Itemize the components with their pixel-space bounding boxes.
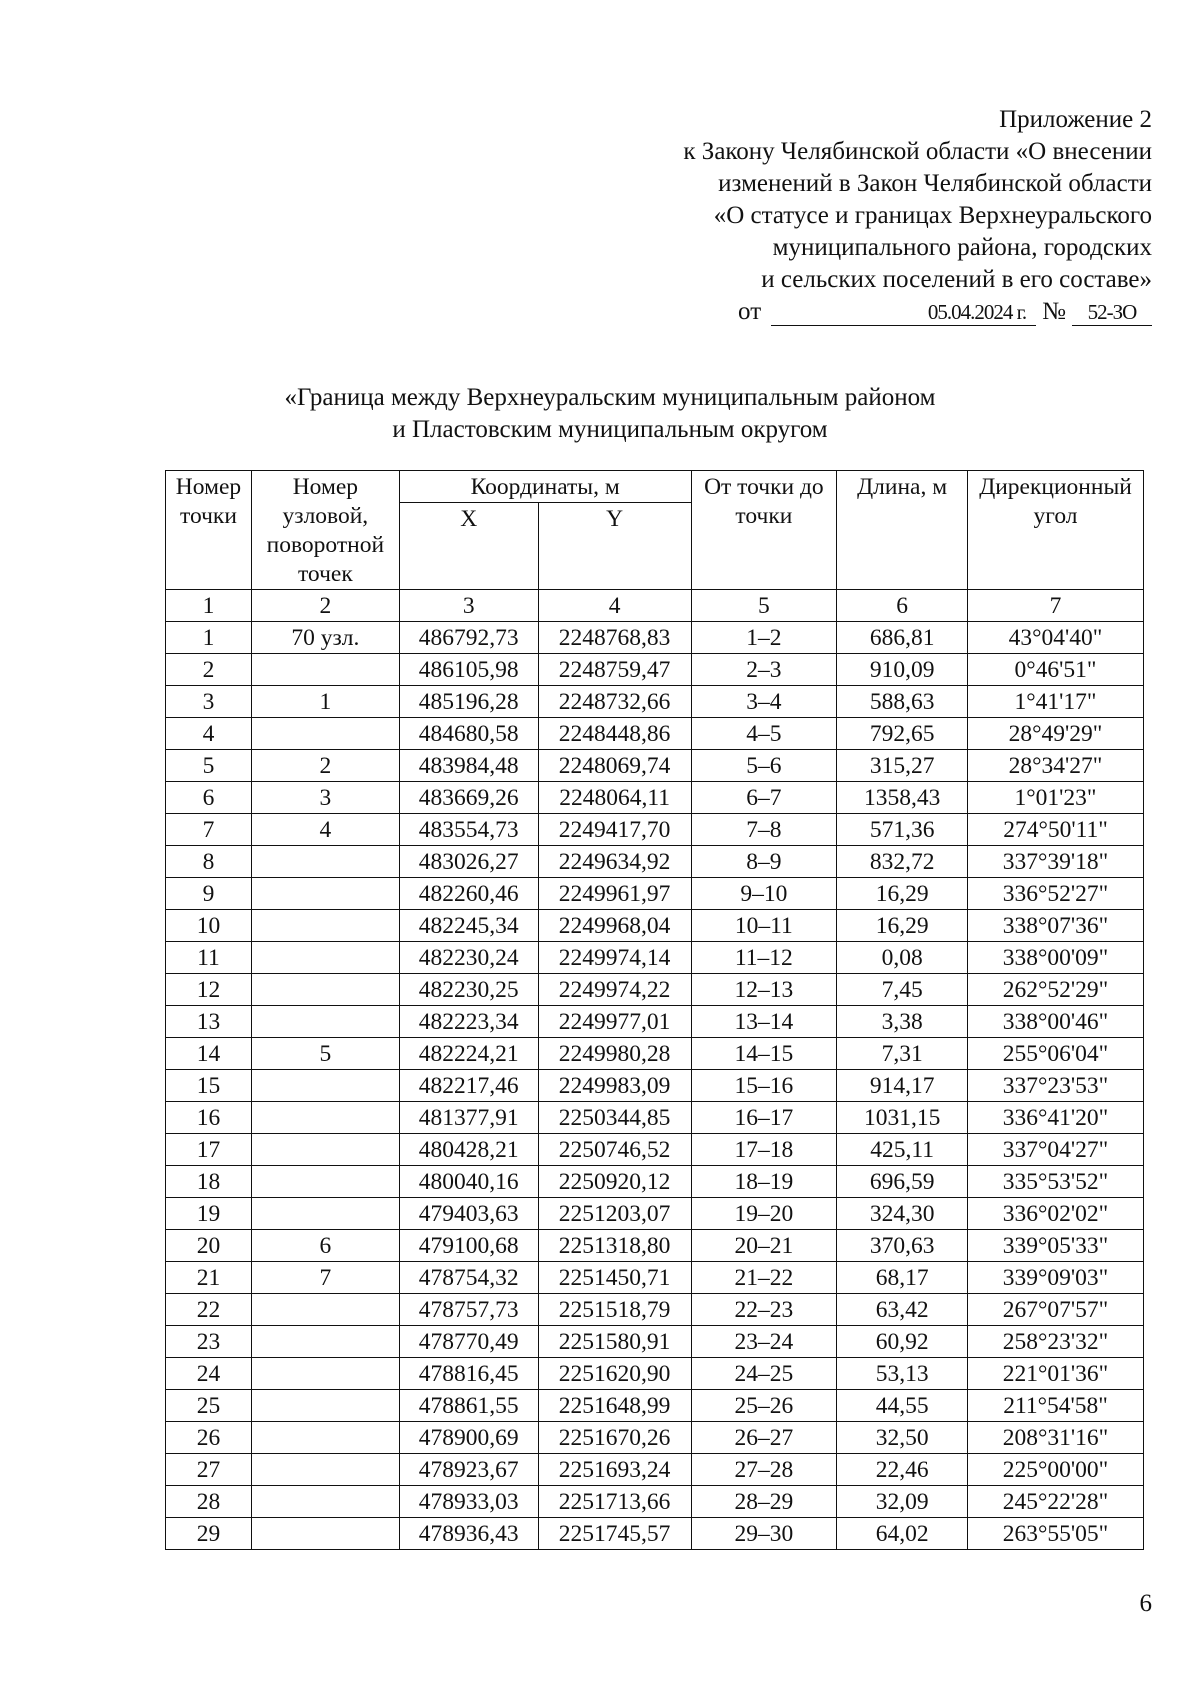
cell-length: 60,92 [837, 1326, 968, 1358]
appendix-line: и сельских поселений в его составе» [761, 266, 1152, 293]
cell-from-to: 26–27 [691, 1422, 837, 1454]
cell-length: 53,13 [837, 1358, 968, 1390]
cell-from-to: 29–30 [691, 1518, 837, 1550]
cell-point-number: 18 [166, 1166, 252, 1198]
cell-x: 479403,63 [399, 1198, 538, 1230]
cell-x: 478900,69 [399, 1422, 538, 1454]
cell-point-number: 15 [166, 1070, 252, 1102]
cell-x: 484680,58 [399, 718, 538, 750]
law-number: 52-ЗО [1072, 299, 1152, 326]
cell-length: 910,09 [837, 654, 968, 686]
cell-x: 480040,16 [399, 1166, 538, 1198]
cell-node-point [251, 654, 399, 686]
cell-angle: 335°53'52" [968, 1166, 1144, 1198]
table-row [166, 622, 1144, 654]
cell-node-point [251, 1198, 399, 1230]
cell-length: 425,11 [837, 1134, 968, 1166]
cell-angle: 336°52'27" [968, 878, 1144, 910]
cell-angle: 274°50'11" [968, 814, 1144, 846]
table-row [166, 782, 1144, 814]
table-row [166, 1358, 1144, 1390]
cell-from-to: 11–12 [691, 942, 837, 974]
cell-from-to: 8–9 [691, 846, 837, 878]
cell-x: 478933,03 [399, 1486, 538, 1518]
table-row [166, 1518, 1144, 1550]
table-row [166, 910, 1144, 942]
cell-y: 2251745,57 [538, 1518, 691, 1550]
cell-y: 2251693,24 [538, 1454, 691, 1486]
cell-node-point [251, 846, 399, 878]
cell-point-number: 28 [166, 1486, 252, 1518]
cell-angle: 267°07'57" [968, 1294, 1144, 1326]
table-row [166, 1038, 1144, 1070]
cell-node-point: 5 [251, 1038, 399, 1070]
cell-from-to: 21–22 [691, 1262, 837, 1294]
cell-from-to: 5–6 [691, 750, 837, 782]
cell-length: 792,65 [837, 718, 968, 750]
table-row [166, 718, 1144, 750]
cell-length: 16,29 [837, 878, 968, 910]
cell-angle: 339°05'33" [968, 1230, 1144, 1262]
cell-length: 1031,15 [837, 1102, 968, 1134]
cell-x: 478754,32 [399, 1262, 538, 1294]
cell-x: 483669,26 [399, 782, 538, 814]
cell-x: 485196,28 [399, 686, 538, 718]
cell-length: 63,42 [837, 1294, 968, 1326]
document-title [150, 382, 1070, 446]
cell-from-to: 10–11 [691, 910, 837, 942]
table-row [166, 1326, 1144, 1358]
law-date: 05.04.2024 г. [771, 299, 1036, 326]
header-coordinates: Координаты, м [399, 471, 691, 503]
header-node-point: Номер узловой, поворотной точек [251, 471, 399, 590]
table-row [166, 1294, 1144, 1326]
from-label: от [738, 298, 762, 325]
table-row [166, 1454, 1144, 1486]
cell-point-number: 19 [166, 1198, 252, 1230]
table-row [166, 974, 1144, 1006]
cell-y: 2251670,26 [538, 1422, 691, 1454]
appendix-line: изменений в Закон Челябинской области [718, 170, 1152, 197]
appendix-line: муниципального района, городских [772, 234, 1152, 261]
cell-length: 315,27 [837, 750, 968, 782]
cell-point-number: 23 [166, 1326, 252, 1358]
cell-from-to: 15–16 [691, 1070, 837, 1102]
cell-y: 2251318,80 [538, 1230, 691, 1262]
header-angle: Дирекционный угол [968, 471, 1144, 590]
cell-from-to: 25–26 [691, 1390, 837, 1422]
cell-point-number: 4 [166, 718, 252, 750]
cell-angle: 211°54'58" [968, 1390, 1144, 1422]
cell-length: 44,55 [837, 1390, 968, 1422]
cell-point-number: 14 [166, 1038, 252, 1070]
cell-angle: 28°49'29" [968, 718, 1144, 750]
cell-from-to: 23–24 [691, 1326, 837, 1358]
cell-x: 482217,46 [399, 1070, 538, 1102]
cell-from-to: 28–29 [691, 1486, 837, 1518]
cell-length: 324,30 [837, 1198, 968, 1230]
cell-length: 832,72 [837, 846, 968, 878]
cell-point-number: 16 [166, 1102, 252, 1134]
cell-y: 2248069,74 [538, 750, 691, 782]
cell-point-number: 27 [166, 1454, 252, 1486]
cell-x: 478923,67 [399, 1454, 538, 1486]
cell-y: 2250344,85 [538, 1102, 691, 1134]
cell-angle: 28°34'27" [968, 750, 1144, 782]
law-date-line [683, 296, 1152, 328]
title-line-2: и Пластовским муниципальным округом [392, 416, 828, 443]
cell-node-point: 1 [251, 686, 399, 718]
appendix-header [683, 104, 1152, 328]
cell-length: 588,63 [837, 686, 968, 718]
column-number: 4 [538, 590, 691, 622]
cell-y: 2249977,01 [538, 1006, 691, 1038]
cell-y: 2248768,83 [538, 622, 691, 654]
cell-from-to: 7–8 [691, 814, 837, 846]
cell-node-point [251, 1102, 399, 1134]
cell-angle: 337°23'53" [968, 1070, 1144, 1102]
column-number: 1 [166, 590, 252, 622]
cell-y: 2251518,79 [538, 1294, 691, 1326]
table-row [166, 878, 1144, 910]
cell-angle: 337°39'18" [968, 846, 1144, 878]
table-row [166, 1070, 1144, 1102]
cell-point-number: 1 [166, 622, 252, 654]
cell-angle: 255°06'04" [968, 1038, 1144, 1070]
table-row [166, 1198, 1144, 1230]
header-length: Длина, м [837, 471, 968, 590]
cell-angle: 339°09'03" [968, 1262, 1144, 1294]
cell-node-point: 7 [251, 1262, 399, 1294]
cell-angle: 338°00'46" [968, 1006, 1144, 1038]
cell-point-number: 7 [166, 814, 252, 846]
header-from-to: От точки до точки [691, 471, 837, 590]
cell-node-point [251, 1422, 399, 1454]
cell-from-to: 4–5 [691, 718, 837, 750]
cell-point-number: 21 [166, 1262, 252, 1294]
cell-y: 2249983,09 [538, 1070, 691, 1102]
cell-x: 486105,98 [399, 654, 538, 686]
cell-y: 2249961,97 [538, 878, 691, 910]
page-number: 6 [1139, 1590, 1152, 1617]
cell-from-to: 12–13 [691, 974, 837, 1006]
cell-node-point [251, 1294, 399, 1326]
cell-x: 482230,24 [399, 942, 538, 974]
cell-from-to: 14–15 [691, 1038, 837, 1070]
cell-point-number: 5 [166, 750, 252, 782]
cell-angle: 208°31'16" [968, 1422, 1144, 1454]
cell-length: 1358,43 [837, 782, 968, 814]
boundary-points-table [165, 470, 1144, 1550]
cell-x: 478770,49 [399, 1326, 538, 1358]
cell-point-number: 6 [166, 782, 252, 814]
cell-angle: 258°23'32" [968, 1326, 1144, 1358]
cell-node-point: 2 [251, 750, 399, 782]
cell-node-point [251, 942, 399, 974]
cell-point-number: 9 [166, 878, 252, 910]
cell-angle: 1°01'23" [968, 782, 1144, 814]
cell-from-to: 16–17 [691, 1102, 837, 1134]
cell-x: 482230,25 [399, 974, 538, 1006]
cell-angle: 336°41'20" [968, 1102, 1144, 1134]
table-row [166, 1006, 1144, 1038]
header-x: X [399, 503, 538, 590]
table-row [166, 1390, 1144, 1422]
table-row [166, 814, 1144, 846]
cell-node-point [251, 1390, 399, 1422]
header-point-number: Номер точки [166, 471, 252, 590]
cell-point-number: 29 [166, 1518, 252, 1550]
cell-point-number: 13 [166, 1006, 252, 1038]
table-row [166, 1102, 1144, 1134]
cell-x: 482245,34 [399, 910, 538, 942]
cell-node-point [251, 910, 399, 942]
column-number: 5 [691, 590, 837, 622]
cell-angle: 245°22'28" [968, 1486, 1144, 1518]
cell-length: 16,29 [837, 910, 968, 942]
cell-point-number: 25 [166, 1390, 252, 1422]
cell-x: 482223,34 [399, 1006, 538, 1038]
cell-length: 64,02 [837, 1518, 968, 1550]
table-row [166, 1230, 1144, 1262]
table-row [166, 1166, 1144, 1198]
cell-x: 483984,48 [399, 750, 538, 782]
cell-y: 2251580,91 [538, 1326, 691, 1358]
cell-angle: 1°41'17" [968, 686, 1144, 718]
cell-point-number: 11 [166, 942, 252, 974]
cell-from-to: 24–25 [691, 1358, 837, 1390]
cell-from-to: 2–3 [691, 654, 837, 686]
cell-node-point [251, 974, 399, 1006]
cell-point-number: 22 [166, 1294, 252, 1326]
cell-x: 483026,27 [399, 846, 538, 878]
cell-from-to: 3–4 [691, 686, 837, 718]
column-number-row [166, 590, 1144, 622]
cell-y: 2248732,66 [538, 686, 691, 718]
table-row [166, 1134, 1144, 1166]
cell-y: 2249980,28 [538, 1038, 691, 1070]
cell-y: 2248064,11 [538, 782, 691, 814]
cell-y: 2249634,92 [538, 846, 691, 878]
cell-node-point [251, 1454, 399, 1486]
cell-length: 22,46 [837, 1454, 968, 1486]
cell-length: 370,63 [837, 1230, 968, 1262]
cell-length: 0,08 [837, 942, 968, 974]
cell-x: 483554,73 [399, 814, 538, 846]
cell-length: 32,50 [837, 1422, 968, 1454]
cell-node-point [251, 878, 399, 910]
number-label: № [1042, 298, 1066, 325]
cell-angle: 337°04'27" [968, 1134, 1144, 1166]
cell-length: 696,59 [837, 1166, 968, 1198]
column-number: 3 [399, 590, 538, 622]
column-number: 6 [837, 590, 968, 622]
cell-x: 479100,68 [399, 1230, 538, 1262]
cell-length: 3,38 [837, 1006, 968, 1038]
cell-from-to: 18–19 [691, 1166, 837, 1198]
cell-x: 482260,46 [399, 878, 538, 910]
cell-length: 7,45 [837, 974, 968, 1006]
cell-node-point [251, 1358, 399, 1390]
cell-point-number: 8 [166, 846, 252, 878]
column-number: 2 [251, 590, 399, 622]
cell-y: 2251620,90 [538, 1358, 691, 1390]
cell-angle: 338°07'36" [968, 910, 1144, 942]
cell-from-to: 13–14 [691, 1006, 837, 1038]
cell-point-number: 20 [166, 1230, 252, 1262]
cell-angle: 336°02'02" [968, 1198, 1144, 1230]
appendix-line: к Закону Челябинской области «О внесении [683, 138, 1152, 165]
cell-length: 914,17 [837, 1070, 968, 1102]
cell-x: 478816,45 [399, 1358, 538, 1390]
cell-point-number: 12 [166, 974, 252, 1006]
cell-point-number: 2 [166, 654, 252, 686]
cell-y: 2249968,04 [538, 910, 691, 942]
cell-point-number: 3 [166, 686, 252, 718]
table-row [166, 1422, 1144, 1454]
cell-angle: 263°55'05" [968, 1518, 1144, 1550]
cell-point-number: 17 [166, 1134, 252, 1166]
cell-node-point: 70 узл. [251, 622, 399, 654]
cell-node-point [251, 1070, 399, 1102]
cell-length: 571,36 [837, 814, 968, 846]
cell-node-point: 3 [251, 782, 399, 814]
cell-point-number: 24 [166, 1358, 252, 1390]
cell-x: 486792,73 [399, 622, 538, 654]
cell-length: 32,09 [837, 1486, 968, 1518]
table-row [166, 1262, 1144, 1294]
cell-y: 2249974,14 [538, 942, 691, 974]
cell-node-point [251, 1006, 399, 1038]
cell-node-point: 6 [251, 1230, 399, 1262]
cell-x: 478936,43 [399, 1518, 538, 1550]
cell-length: 7,31 [837, 1038, 968, 1070]
cell-y: 2248448,86 [538, 718, 691, 750]
table-row [166, 750, 1144, 782]
cell-x: 480428,21 [399, 1134, 538, 1166]
cell-y: 2250920,12 [538, 1166, 691, 1198]
appendix-line: Приложение 2 [999, 106, 1152, 133]
cell-point-number: 26 [166, 1422, 252, 1454]
cell-from-to: 19–20 [691, 1198, 837, 1230]
cell-node-point [251, 1134, 399, 1166]
table-row [166, 1486, 1144, 1518]
cell-x: 478861,55 [399, 1390, 538, 1422]
cell-angle: 43°04'40" [968, 622, 1144, 654]
cell-y: 2249417,70 [538, 814, 691, 846]
cell-length: 686,81 [837, 622, 968, 654]
header-row [166, 471, 1144, 503]
column-number: 7 [968, 590, 1144, 622]
cell-from-to: 1–2 [691, 622, 837, 654]
cell-from-to: 27–28 [691, 1454, 837, 1486]
cell-length: 68,17 [837, 1262, 968, 1294]
table-body [166, 622, 1144, 1550]
header-y: Y [538, 503, 691, 590]
cell-node-point [251, 1486, 399, 1518]
table-row [166, 654, 1144, 686]
cell-y: 2249974,22 [538, 974, 691, 1006]
cell-y: 2251203,07 [538, 1198, 691, 1230]
cell-angle: 0°46'51" [968, 654, 1144, 686]
cell-from-to: 22–23 [691, 1294, 837, 1326]
table-row [166, 686, 1144, 718]
title-line-1: «Граница между Верхнеуральским муниципальным районом [284, 384, 936, 411]
cell-node-point [251, 718, 399, 750]
cell-y: 2250746,52 [538, 1134, 691, 1166]
table-row [166, 846, 1144, 878]
cell-x: 482224,21 [399, 1038, 538, 1070]
cell-node-point [251, 1166, 399, 1198]
cell-y: 2251450,71 [538, 1262, 691, 1294]
cell-y: 2251648,99 [538, 1390, 691, 1422]
table-row [166, 942, 1144, 974]
cell-node-point: 4 [251, 814, 399, 846]
cell-from-to: 6–7 [691, 782, 837, 814]
cell-from-to: 9–10 [691, 878, 837, 910]
cell-x: 481377,91 [399, 1102, 538, 1134]
appendix-line: «О статусе и границах Верхнеуральского [713, 202, 1152, 229]
cell-y: 2248759,47 [538, 654, 691, 686]
cell-angle: 338°00'09" [968, 942, 1144, 974]
cell-x: 478757,73 [399, 1294, 538, 1326]
cell-node-point [251, 1518, 399, 1550]
cell-y: 2251713,66 [538, 1486, 691, 1518]
cell-point-number: 10 [166, 910, 252, 942]
cell-node-point [251, 1326, 399, 1358]
cell-from-to: 17–18 [691, 1134, 837, 1166]
cell-angle: 262°52'29" [968, 974, 1144, 1006]
cell-from-to: 20–21 [691, 1230, 837, 1262]
cell-angle: 221°01'36" [968, 1358, 1144, 1390]
cell-angle: 225°00'00" [968, 1454, 1144, 1486]
